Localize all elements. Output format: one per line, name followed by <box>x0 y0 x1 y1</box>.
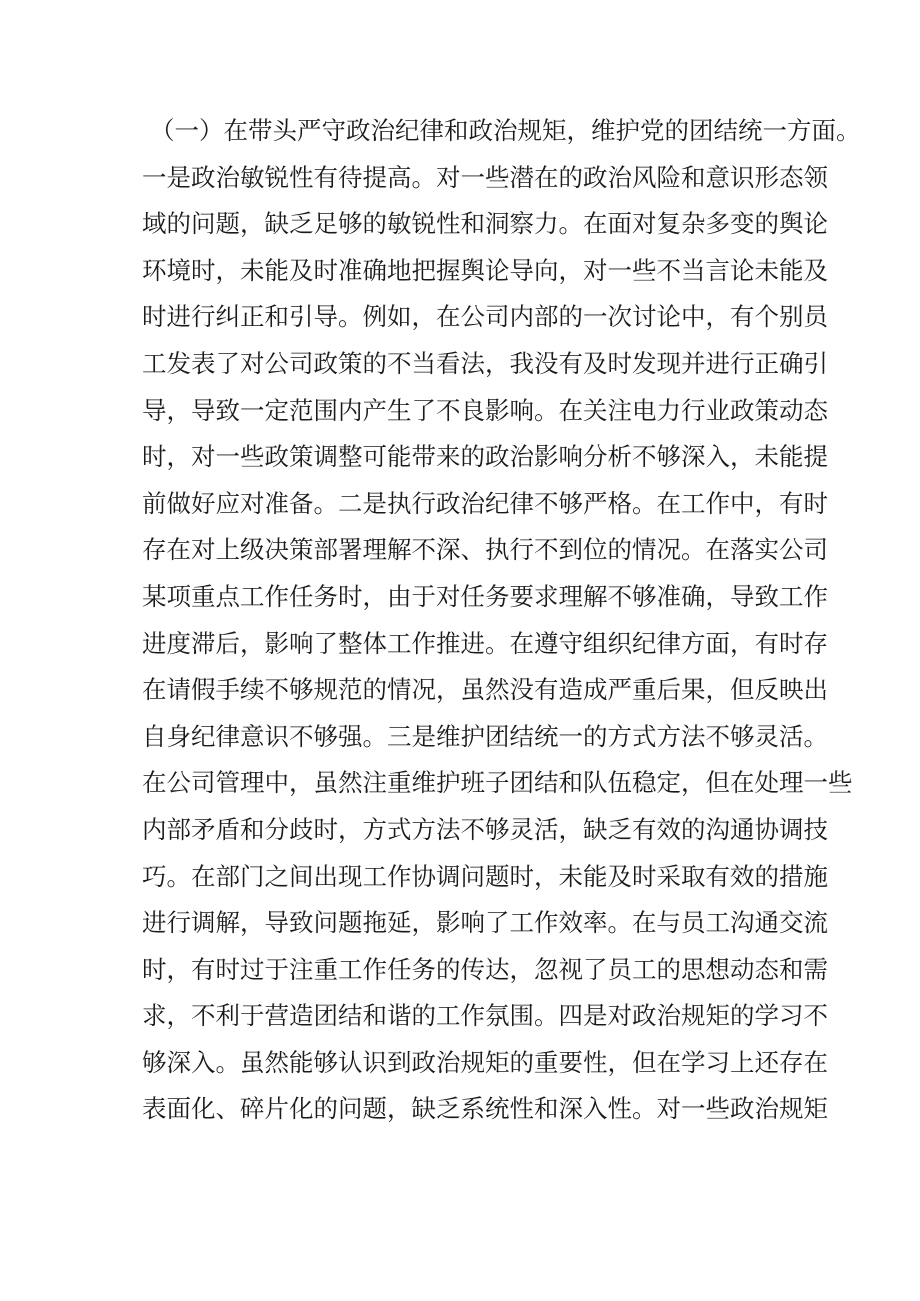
text-line: 存在对上级决策部署理解不深、执行不到位的情况。在落实公司 <box>142 535 828 565</box>
text-line: 时，对一些政策调整可能带来的政治影响分析不够深入，未能提 <box>142 442 828 472</box>
text-line: 巧。在部门之间出现工作协调问题时，未能及时采取有效的措施 <box>142 861 828 891</box>
text-line: （一）在带头严守政治纪律和政治规矩，维护党的团结统一方面。 <box>150 116 861 145</box>
text-line: 够深入。虽然能够认识到政治规矩的重要性，但在学习上还存在 <box>142 1047 828 1077</box>
text-line: 导，导致一定范围内产生了不良影响。在关注电力行业政策动态 <box>142 395 828 425</box>
text-line: 表面化、碎片化的问题，缺乏系统性和深入性。对一些政治规矩 <box>142 1094 828 1124</box>
text-line: 环境时，未能及时准确地把握舆论导向，对一些不当言论未能及 <box>142 255 828 285</box>
text-line: 求，不利于营造团结和谐的工作氛围。四是对政治规矩的学习不 <box>142 1001 828 1031</box>
text-line: 进行调解，导致问题拖延，影响了工作效率。在与员工沟通交流 <box>142 908 828 938</box>
text-line: 域的问题，缺乏足够的敏锐性和洞察力。在面对复杂多变的舆论 <box>142 209 828 239</box>
text-line: 时，有时过于注重工作任务的传达，忽视了员工的思想动态和需 <box>142 954 828 984</box>
text-line: 某项重点工作任务时，由于对任务要求理解不够准确，导致工作 <box>142 581 828 611</box>
text-line: 前做好应对准备。二是执行政治纪律不够严格。在工作中，有时 <box>142 488 828 518</box>
text-line: 一是政治敏锐性有待提高。对一些潜在的政治风险和意识形态领 <box>142 162 828 192</box>
text-line: 工发表了对公司政策的不当看法，我没有及时发现并进行正确引 <box>142 348 828 378</box>
text-line: 进度滞后，影响了整体工作推进。在遵守组织纪律方面，有时存 <box>142 628 828 658</box>
text-line: 内部矛盾和分歧时，方式方法不够灵活，缺乏有效的沟通协调技 <box>142 814 828 844</box>
body-paragraph <box>142 108 861 1133</box>
text-line: 在公司管理中，虽然注重维护班子团结和队伍稳定，但在处理一些 <box>142 768 853 798</box>
text-line: 在请假手续不够规范的情况，虽然没有造成严重后果，但反映出 <box>142 675 828 705</box>
text-line: 时进行纠正和引导。例如，在公司内部的一次讨论中，有个别员 <box>142 302 828 332</box>
text-line: 自身纪律意识不够强。三是维护团结统一的方式方法不够灵活。 <box>142 721 828 751</box>
